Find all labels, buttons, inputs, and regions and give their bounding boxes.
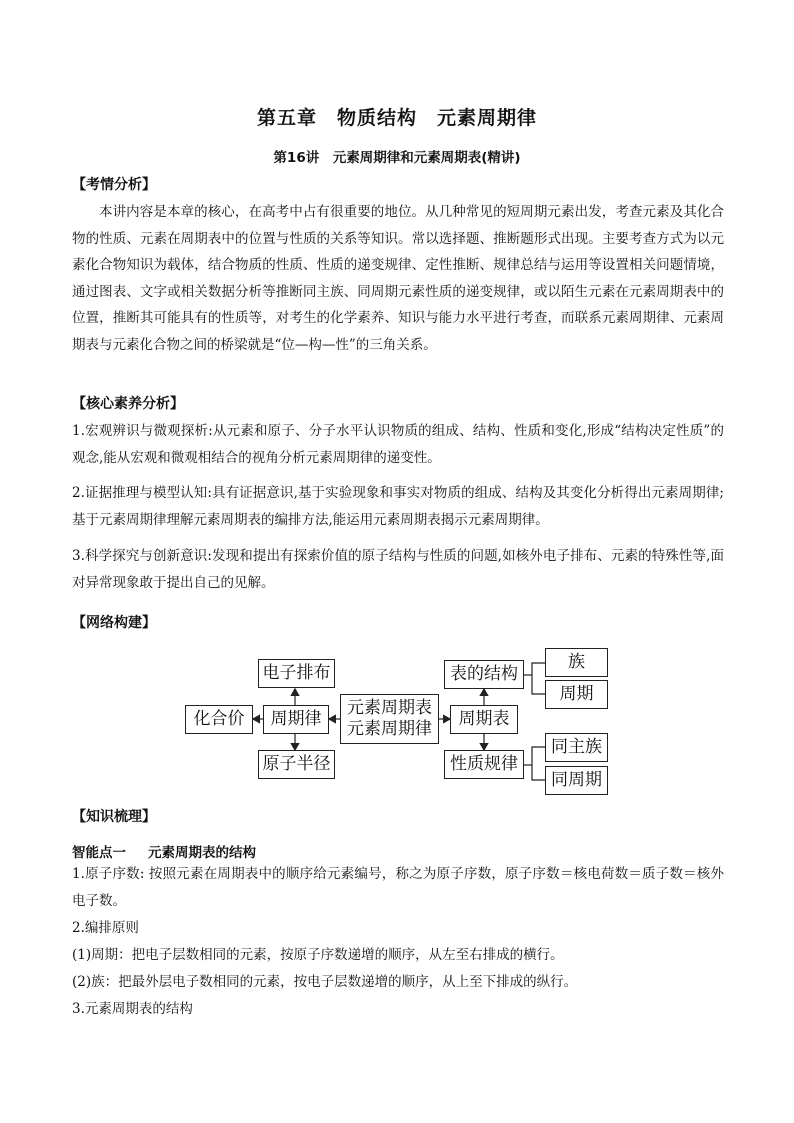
heading-network: 【网络构建】 bbox=[72, 615, 156, 631]
box-same-period: 同周期 bbox=[545, 766, 608, 795]
knowledge-item-1: 1.原子序数: 按照元素在周期表中的顺序给元素编号，称之为原子序数，原子序数＝核电荷数＝质子数＝核外电子数。 bbox=[72, 866, 724, 909]
box-periodic-law: 周期律 bbox=[263, 705, 329, 734]
knowledge-item-5: 3.元素周期表的结构 bbox=[72, 1001, 193, 1017]
box-property-rules: 性质规律 bbox=[444, 750, 524, 779]
knowledge-item-2: 2.编排原则 bbox=[72, 920, 139, 936]
box-group: 族 bbox=[545, 648, 608, 677]
box-electron-config: 电子排布 bbox=[258, 659, 335, 688]
core-literacy-item-3: 3.科学探究与创新意识:发现和提出有探索价值的原子结构与性质的问题,如核外电子排布、元素的特殊性等,面对异常现象敢于提出自己的见解。 bbox=[72, 548, 724, 591]
chapter-title: 第五章 物质结构 元素周期律 bbox=[256, 107, 537, 129]
bracket-structure-fork bbox=[532, 663, 545, 694]
box-periodic-table: 周期表 bbox=[450, 705, 518, 734]
heading-core-literacy: 【核心素养分析】 bbox=[72, 396, 184, 412]
knowledge-item-4: (2)族：把最外层电子数相同的元素，按电子层数递增的顺序，从上至下排成的纵行。 bbox=[72, 974, 578, 990]
box-same-group: 同主族 bbox=[545, 733, 608, 762]
center-line-table: 元素周期表 bbox=[347, 698, 432, 719]
bracket-property-fork bbox=[532, 747, 545, 780]
box-period: 周期 bbox=[545, 680, 608, 709]
knowledge-point-label: 智能点一 bbox=[72, 845, 126, 861]
heading-exam-analysis: 【考情分析】 bbox=[72, 177, 156, 193]
knowledge-point-heading bbox=[72, 841, 256, 861]
lecture-subtitle: 第16讲 元素周期律和元素周期表(精讲) bbox=[273, 150, 521, 166]
box-table-structure: 表的结构 bbox=[444, 660, 524, 689]
heading-knowledge: 【知识梳理】 bbox=[72, 809, 156, 825]
box-atomic-radius: 原子半径 bbox=[258, 750, 335, 779]
exam-analysis-paragraph: 本讲内容是本章的核心，在高考中占有很重要的地位。从几种常见的短周期元素出发，考查元素及其化合物的性质、元素在周期表中的位置与性质的关系等知识。常以选择题、推断题形式出现。主要考查方式为以元素化合物知识为载体，结合物质的性质、性质的递变规律、定性推断、规律总结与运用等设置相关问题情境，通过图表、文字或相关数据分析等推断同主族、同周期元素性质的递变规律，或以陌生元素在元素周期表中的位置，推断其可能具有的性质等，对考生的化学素养、知识与能力水平进行考查，而联系元素周期律、元素周期表与元素化合物之间的桥梁就是“位—构—性”的三角关系。 bbox=[72, 204, 724, 353]
core-literacy-item-2: 2.证据推理与模型认知:具有证据意识,基于实验现象和事实对物质的组成、结构及其变化分析得出元素周期律;基于元素周期律理解元素周期表的编排方法,能运用元素周期表揭示元素周期律。 bbox=[72, 485, 724, 528]
center-line-law: 元素周期律 bbox=[347, 719, 432, 739]
knowledge-item-3: (1)周期：把电子层数相同的元素，按原子序数递增的顺序，从左至右排成的横行。 bbox=[72, 947, 564, 963]
knowledge-point-title: 元素周期表的结构 bbox=[148, 845, 256, 861]
box-center bbox=[340, 694, 439, 744]
box-valence: 化合价 bbox=[185, 705, 253, 734]
core-literacy-item-1: 1.宏观辨识与微观探析:从元素和原子、分子水平认识物质的组成、结构、性质和变化,形成“结构决定性质”的观念,能从宏观和微观相结合的视角分析元素周期律的递变性。 bbox=[72, 423, 724, 466]
